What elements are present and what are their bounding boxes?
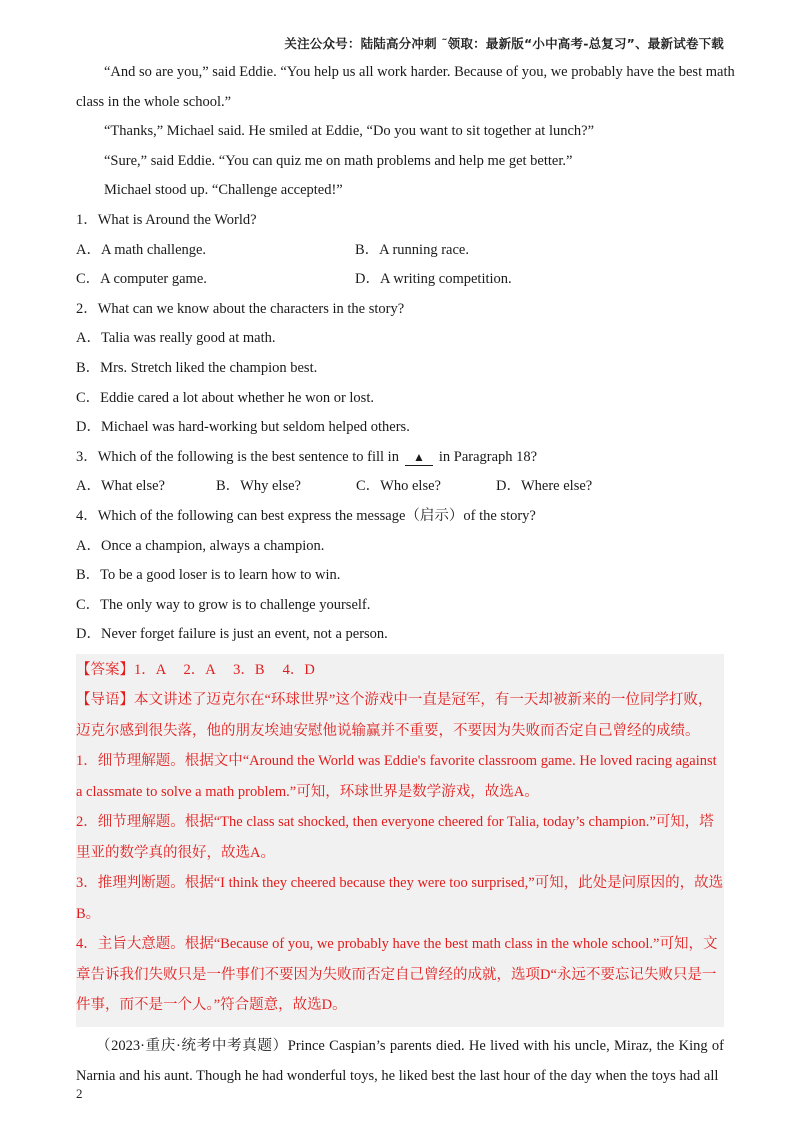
story-line: “Sure,” said Eddie. “You can quiz me on math problems and help me get better.” bbox=[104, 152, 573, 169]
option-a: A．What else? bbox=[76, 478, 165, 495]
question-4-stem: 4．Which of the following can best express the message（启示）of the story? bbox=[76, 507, 536, 524]
option-c: C．A computer game. bbox=[76, 271, 207, 288]
option-b: B．Mrs. Stretch liked the champion best. bbox=[76, 359, 318, 376]
option-b: B．A running race. bbox=[355, 241, 469, 258]
option-d: D．Where else? bbox=[496, 478, 593, 495]
question-3-stem bbox=[76, 443, 724, 473]
option-a: A．A math challenge. bbox=[76, 241, 207, 258]
option-c: C．Eddie cared a lot about whether he won or lost. bbox=[76, 389, 374, 406]
option-b: B．To be a good loser is to learn how to win. bbox=[76, 567, 341, 584]
option-c: C．The only way to grow is to challenge yourself. bbox=[76, 596, 371, 613]
question-3-stem-before: 3．Which of the following is the best sentence to fill in bbox=[76, 448, 399, 465]
option-d: D．A writing competition. bbox=[355, 271, 512, 288]
question-1-options-row2 bbox=[76, 265, 724, 295]
option-b: B．Why else? bbox=[216, 478, 301, 495]
question-3-stem-after: in Paragraph 18? bbox=[438, 448, 538, 465]
page-header: 关注公众号：陆陆高分冲刺 ˜领取：最新版“小中高考-总复习”、最新试卷下载 bbox=[284, 36, 724, 51]
answer-key: 【答案】1．A 2．A 3．B 4．D bbox=[76, 661, 315, 678]
option-d: D．Michael was hard-working but seldom helped others. bbox=[76, 419, 410, 436]
explanation-4: 4．主旨大意题。根据“Because of you, we probably have the best math class in the whole school.”可知，文章告诉我们失败只是一件事们不要因为失败而否定自己曾经的成就，选项D“永远不要忘记失败只是一件事，而不是一个人。”符合题意，故选D。 bbox=[76, 936, 718, 1014]
option-c: C．Who else? bbox=[356, 478, 441, 495]
question-2-stem: 2．What can we know about the characters in the story? bbox=[76, 300, 405, 317]
fill-blank-marker: ▲ bbox=[405, 449, 433, 466]
answer-section bbox=[76, 654, 724, 1027]
question-1-stem: 1．What is Around the World? bbox=[76, 211, 257, 228]
option-a: A．Talia was really good at math. bbox=[76, 330, 276, 347]
page-number: 2 bbox=[76, 1086, 83, 1101]
option-d: D．Never forget failure is just an event, not a person. bbox=[76, 626, 388, 643]
answer-guide: 【导语】本文讲述了迈克尔在“环球世界”这个游戏中一直是冠军，有一天却被新来的一位同学打败，迈克尔感到很失落，他的朋友埃迪安慰他说输赢并不重要，不要因为失败而否定自己曾经的成绩。 bbox=[76, 692, 713, 739]
explanation-3: 3．推理判断题。根据“I think they cheered because they were too surprised,”可知，此处是问原因的，故选B。 bbox=[76, 875, 724, 922]
next-passage: （2023·重庆·统考中考真题）Prince Caspian’s parents died. He lived with his uncle, Miraz, the King of Narnia and his aunt. Though he had wonderful toys, he liked best the last hour of the day when the toys had all bbox=[76, 1037, 724, 1085]
story-line: Michael stood up. “Challenge accepted!” bbox=[104, 182, 343, 199]
explanation-2: 2．细节理解题。根据“The class sat shocked, then everyone cheered for Talia, today’s champion.”可知，塔里亚的数学真的很好，故选A。 bbox=[76, 814, 714, 861]
question-1-options-row1 bbox=[76, 236, 724, 266]
explanation-1: 1．细节理解题。根据文中“Around the World was Eddie's favorite classroom game. He loved racing against a classmate to solve a math problem.”可知，环球世界是数学游戏，故选A。 bbox=[76, 753, 717, 800]
story-line: “And so are you,” said Eddie. “You help us all work harder. Because of you, we probably have the best math bbox=[104, 64, 735, 80]
question-3-options bbox=[76, 472, 724, 502]
story-line: class in the whole school.” bbox=[76, 93, 232, 110]
document-body bbox=[76, 58, 735, 1092]
option-a: A．Once a champion, always a champion. bbox=[76, 537, 325, 554]
story-line: “Thanks,” Michael said. He smiled at Eddie, “Do you want to sit together at lunch?” bbox=[104, 123, 595, 140]
